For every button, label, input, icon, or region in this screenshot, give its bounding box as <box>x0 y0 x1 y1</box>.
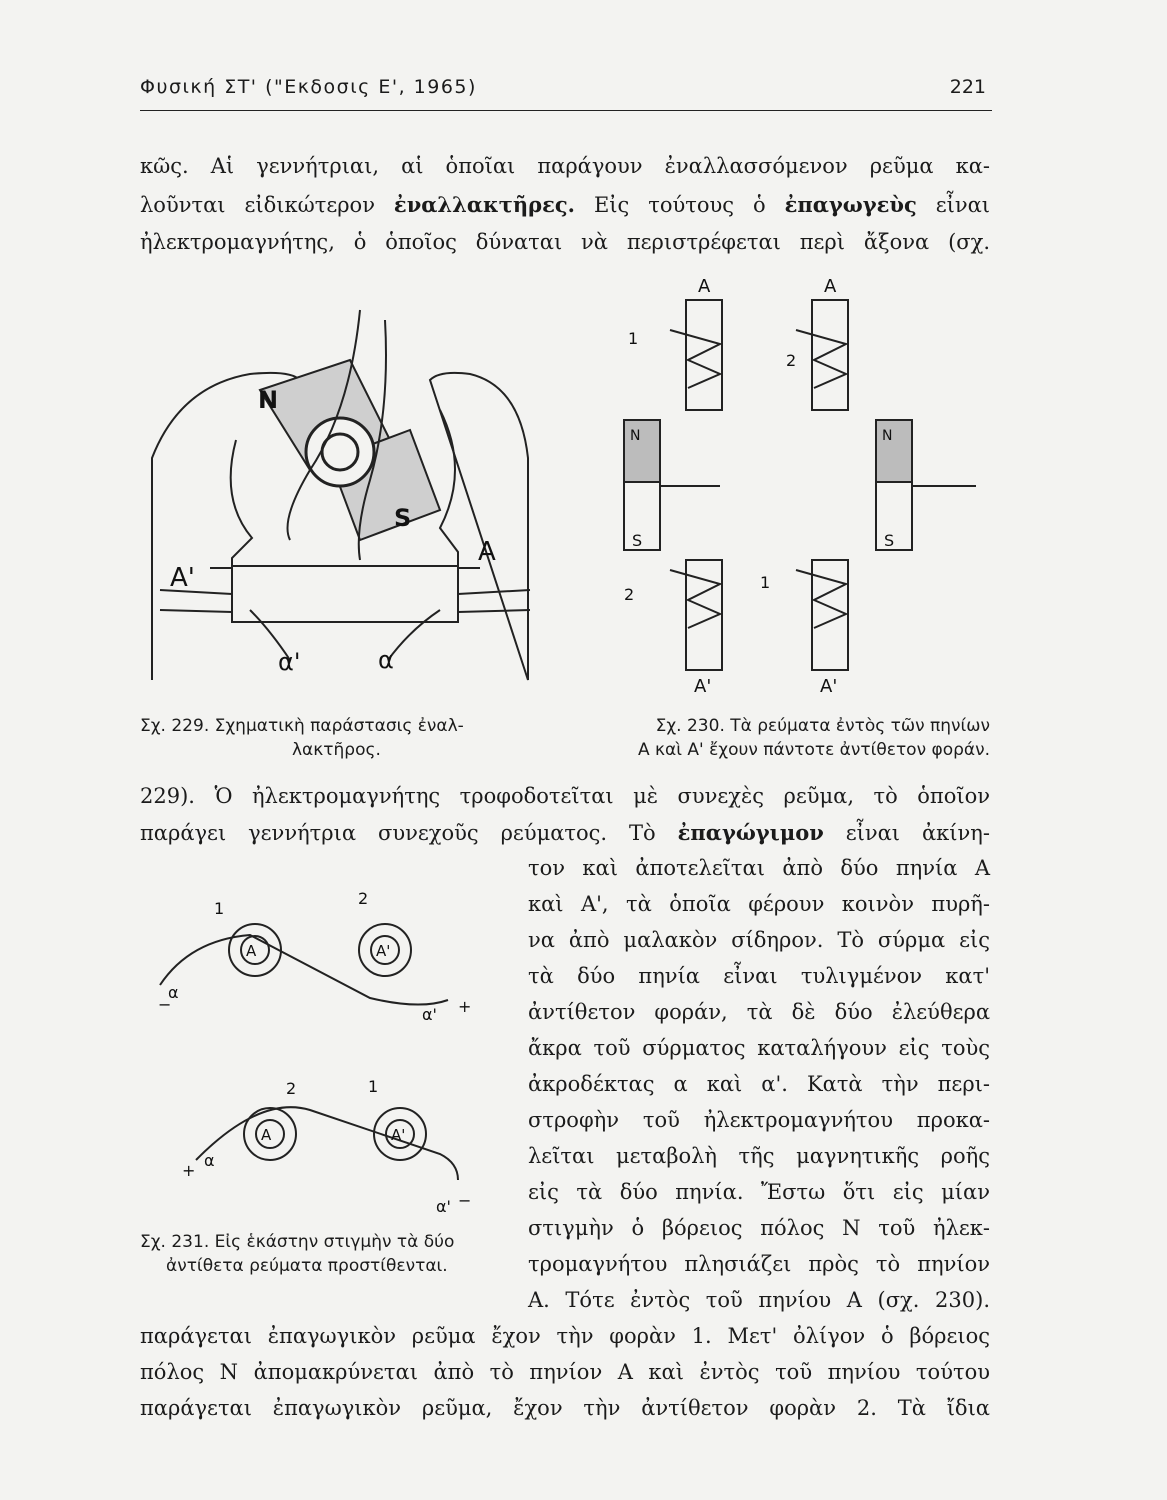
winding-lead <box>458 610 530 612</box>
label-minus: − <box>458 1191 472 1210</box>
label-coil-a-prime: A' <box>170 563 195 593</box>
label-term-a-prime: α' <box>436 1197 451 1216</box>
body-text: εἶναι ἀκίνη- <box>823 821 990 845</box>
label-term-a: α <box>168 983 179 1002</box>
lead-to-terminal <box>388 610 440 660</box>
label-current-2: 2 <box>624 585 635 604</box>
figure-231-caption <box>140 1230 530 1278</box>
label-current-2: 2 <box>286 1079 297 1098</box>
body-right-line: να ἀπὸ μαλακὸν σίδηρον. Τὸ σύρμα εἰς <box>528 928 990 952</box>
body-line-final-3: παράγεται ἐπαγωγικὸν ρεῦμα, ἔχον τὴν ἀντίθετον φορὰν 2. Τὰ ἴδια <box>140 1396 990 1420</box>
label-a-right: A <box>824 276 837 297</box>
body-right-line: εἰς τὰ δύο πηνία. Ἔστω ὅτι εἰς μίαν <box>528 1180 990 1204</box>
label-terminal-a: α <box>378 646 394 674</box>
winding-lead <box>160 610 232 612</box>
coil-winding <box>796 570 846 628</box>
body-right-line: τον καὶ ἀποτελεῖται ἀπὸ δύο πηνία Α <box>528 856 990 880</box>
body-line-final-2: πόλος Ν ἀπομακρύνεται ἀπὸ τὸ πηνίον Α καὶ ἐντὸς τοῦ πηνίου τούτου <box>140 1360 990 1384</box>
caption-line: Σχ. 231. Εἰς ἑκάστην στιγμὴν τὰ δύο <box>140 1232 455 1252</box>
body-right-line: ἀκροδέκτας α καὶ α'. Κατὰ τὴν περι- <box>528 1072 990 1096</box>
winding-lead <box>458 590 530 594</box>
caption-line: Σχ. 230. Τὰ ρεύματα ἐντὸς τῶν πηνίων <box>655 716 990 736</box>
coil-a-top-right <box>812 300 848 410</box>
running-header <box>140 76 992 110</box>
coil-winding <box>796 330 846 388</box>
label-coil-a: A <box>261 1126 272 1144</box>
label-s-right: S <box>884 531 895 550</box>
coil-a-top-left <box>686 300 722 410</box>
label-current-1: 1 <box>368 1077 379 1096</box>
caption-line: Σχ. 229. Σχηματικὴ παράστασις ἐναλ- <box>140 716 464 736</box>
page-number: 221 <box>949 76 986 98</box>
figure-229-caption <box>140 714 530 762</box>
label-n-right: N <box>882 428 893 444</box>
intro-text: λοῦνται εἰδικώτερον <box>140 193 394 217</box>
label-a-prime-left: A' <box>694 676 712 697</box>
pole-shoe-left <box>231 440 252 572</box>
intro-text: εἶναι <box>916 193 990 217</box>
body-line-final-1: παράγεται ἐπαγωγικὸν ρεῦμα ἔχον τὴν φορὰν 1. Μετ' ὀλίγον ὁ βόρειος <box>140 1324 990 1348</box>
label-coil-a-prime: A' <box>376 942 391 960</box>
label-current-2: 2 <box>786 351 797 370</box>
intro-line-2 <box>140 192 990 217</box>
body-right-line: τρομαγνήτου πλησιάζει πρὸς τὸ πηνίον <box>528 1252 990 1276</box>
wire <box>160 935 448 1005</box>
label-current-1: 1 <box>760 573 771 592</box>
label-term-a: α <box>204 1151 215 1170</box>
label-coil-a: A <box>478 537 496 567</box>
label-south: S <box>394 504 412 532</box>
label-coil-a-prime: A' <box>391 1126 406 1144</box>
body-right-line: ἄκρα τοῦ σύρματος καταλήγουν εἰς τοὺς <box>528 1036 990 1060</box>
caption-line: Α καὶ Α' ἔχουν πάντοτε ἀντίθετον φοράν. <box>638 740 990 760</box>
coil-winding <box>670 330 720 388</box>
body-right-line: λεῖται μεταβολὴ τῆς μαγνητικῆς ροῆς <box>528 1144 990 1168</box>
figure-230-coil-currents <box>600 270 995 700</box>
label-coil-a: A <box>246 942 257 960</box>
shaft-ring <box>306 418 374 486</box>
body-right-line: καὶ Α', τὰ ὁποῖα φέρουν κοινὸν πυρῆ- <box>528 892 990 916</box>
term-enallaktires: ἐναλλακτῆρες. <box>393 192 575 217</box>
label-a-prime-right: A' <box>820 676 838 697</box>
caption-line: ἀντίθετα ρεύματα προστίθενται. <box>166 1256 448 1276</box>
label-current-1: 1 <box>628 329 639 348</box>
body-text: παράγει γεννήτρια συνεχοῦς ρεύματος. Τὸ <box>140 821 678 845</box>
wire <box>196 1107 458 1180</box>
caption-line: λακτῆρος. <box>292 740 381 760</box>
figure-231-coil-pair <box>140 880 520 1220</box>
body-right-line: Α. Τότε ἐντὸς τοῦ πηνίου Α (σχ. 230). <box>528 1288 990 1312</box>
header-rule <box>140 110 992 111</box>
pole-shoe-right <box>440 410 458 572</box>
body-right-line: στροφὴν τοῦ ἠλεκτρομαγνήτου προκα- <box>528 1108 990 1132</box>
label-north: N <box>258 386 279 414</box>
intro-line-3: ἠλεκτρομαγνήτης, ὁ ὁποῖος δύναται νὰ περιστρέφεται περὶ ἄξονα (σχ. <box>140 230 990 254</box>
label-a-left: A <box>698 276 711 297</box>
figure-230-caption <box>550 714 990 762</box>
label-n-left: N <box>630 428 641 444</box>
figure-229-alternator <box>140 290 540 690</box>
intro-line-1: κῶς. Αἱ γεννήτριαι, αἱ ὁποῖαι παράγουν ἐναλλασσόμενον ρεῦμα κα- <box>140 154 990 178</box>
label-plus: + <box>458 997 472 1016</box>
header-title: Φυσική ΣΤ' ("Εκδοσις Ε', 1965) <box>140 76 477 98</box>
body-line-2 <box>140 820 990 845</box>
intro-text: Εἰς τούτους ὁ <box>575 193 785 217</box>
term-epagogimon: ἐπαγώγιμον <box>677 820 824 845</box>
armature-core <box>232 566 458 622</box>
label-plus: + <box>182 1161 196 1180</box>
label-terminal-a-prime: α' <box>278 648 301 676</box>
label-current-1: 1 <box>214 899 225 918</box>
body-line-1: 229). Ὁ ἠλεκτρομαγνήτης τροφοδοτεῖται μὲ συνεχὲς ρεῦμα, τὸ ὁποῖον <box>140 784 990 808</box>
coil-winding <box>670 570 720 628</box>
body-right-line: ἀντίθετον φοράν, τὰ δὲ δύο ἐλεύθερα <box>528 1000 990 1024</box>
label-minus: − <box>158 995 172 1014</box>
label-current-2: 2 <box>358 889 369 908</box>
label-term-a-prime: α' <box>422 1005 437 1024</box>
term-epagogeus: ἐπαγωγεὺς <box>784 192 917 217</box>
label-s-left: S <box>632 531 643 550</box>
body-right-line: στιγμὴν ὁ βόρειος πόλος Ν τοῦ ἠλεκ- <box>528 1216 990 1240</box>
body-right-line: τὰ δύο πηνία εἶναι τυλιγμένον κατ' <box>528 964 990 988</box>
